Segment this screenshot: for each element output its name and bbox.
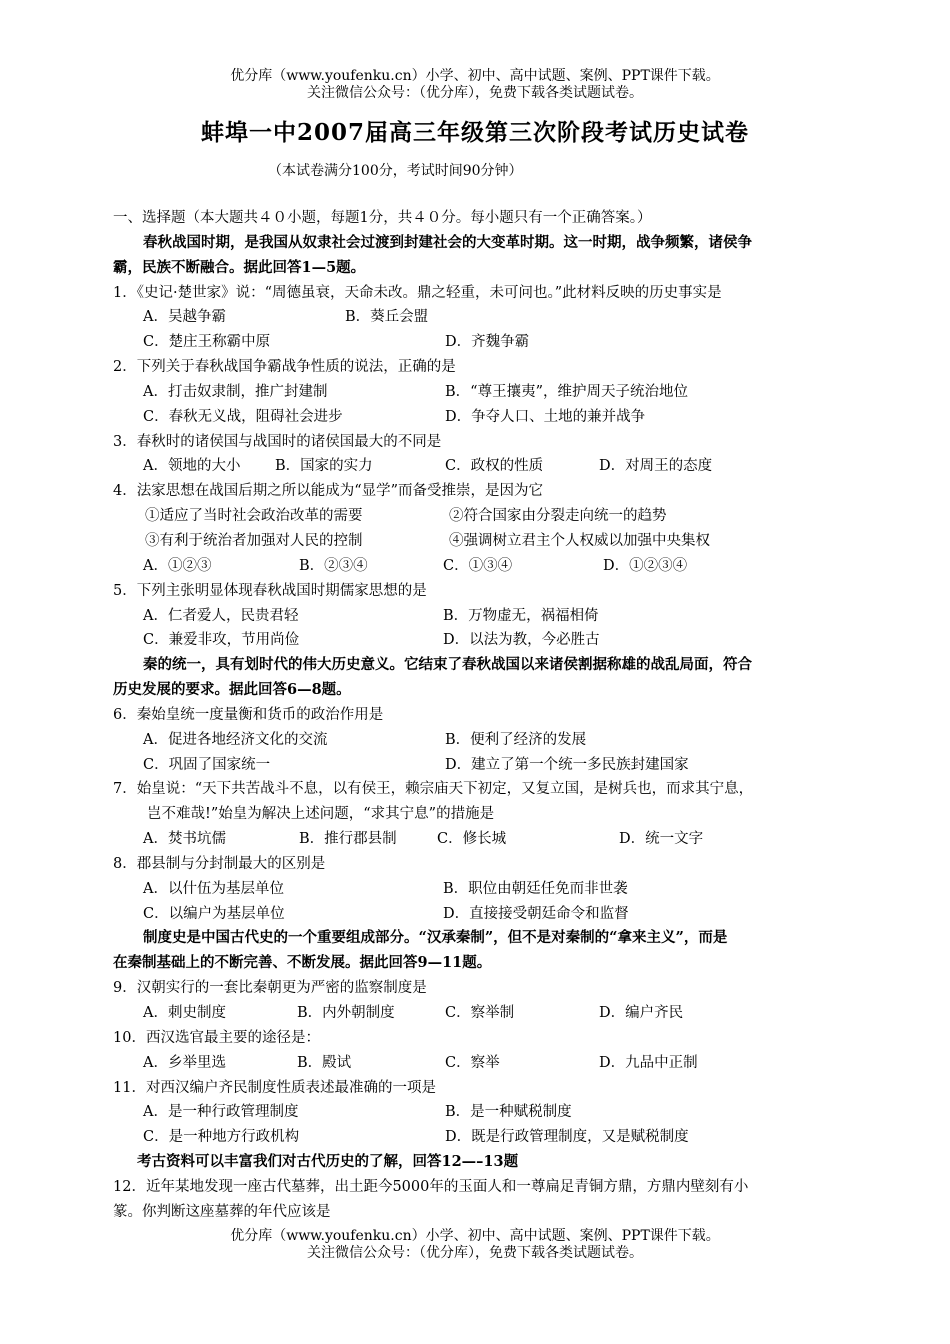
intro-paragraph: 霸，民族不断融合。据此回答1—5题。 xyxy=(113,258,366,276)
question-stem: 9．汉朝实行的一套比秦朝更为严密的监察制度是 xyxy=(113,980,427,997)
exam-content xyxy=(113,206,853,1225)
option-row xyxy=(113,628,853,653)
page-subtitle: （本试卷满分100分，考试时间90分钟） xyxy=(268,163,523,179)
option-a[interactable]: A．乡举里选 xyxy=(143,1054,226,1071)
statement-row xyxy=(113,529,853,554)
option-b[interactable]: B．葵丘会盟 xyxy=(345,309,429,326)
option-a[interactable]: A．刺史制度 xyxy=(143,1005,226,1021)
option-b[interactable]: B．是一种赋税制度 xyxy=(445,1104,572,1121)
option-c[interactable]: C．察举制 xyxy=(445,1005,515,1021)
option-row xyxy=(113,454,853,479)
question-stem: 6．秦始皇统一度量衡和货币的政治作用是 xyxy=(113,706,384,723)
option-a[interactable]: A．是一种行政管理制度 xyxy=(143,1104,299,1121)
intro-paragraph: 考古资料可以丰富我们对古代历史的了解，回答12—–13题 xyxy=(137,1153,519,1171)
option-d[interactable]: D．统一文字 xyxy=(619,831,704,848)
question-stem: 10．西汉选官最主要的途径是： xyxy=(113,1029,320,1046)
option-row xyxy=(113,305,853,330)
option-a[interactable]: A．促进各地经济文化的交流 xyxy=(143,731,328,748)
option-d[interactable]: D．直接接受朝廷命令和监督 xyxy=(443,905,629,922)
option-c[interactable]: C．修长城 xyxy=(437,831,507,848)
footer-line-2: 关注微信公众号：（优分库），免费下载各类试题试卷。 xyxy=(307,1245,643,1261)
option-d[interactable]: D．对周王的态度 xyxy=(599,458,713,475)
statement-2: ②符合国家由分裂走向统一的趋势 xyxy=(449,508,667,525)
option-row xyxy=(113,330,853,355)
intro-paragraph: 春秋战国时期，是我国从奴隶社会过渡到封建社会的大变革时期。这一时期，战争频繁，诸侯争 xyxy=(143,233,752,251)
question-stem: 1．《史记·楚世家》说：“周德虽衰，天命未改。鼎之轻重，未可问也。”此材料反映的历史事实是 xyxy=(113,284,722,301)
question-stem: 12．近年某地发现一座古代墓葬，出土距今5000年的玉面人和一尊扁足青铜方鼎，方鼎内壁刻有小 xyxy=(113,1178,749,1195)
option-d[interactable]: D．①②③④ xyxy=(603,557,688,574)
option-d[interactable]: D．争夺人口、土地的兼并战争 xyxy=(445,408,646,425)
option-row xyxy=(113,1051,853,1076)
option-b[interactable]: B．国家的实力 xyxy=(275,458,373,475)
option-d[interactable]: D．建立了第一个统一多民族封建国家 xyxy=(445,756,689,773)
option-d[interactable]: D．九品中正制 xyxy=(599,1054,698,1071)
intro-paragraph: 制度史是中国古代史的一个重要组成部分。“汉承秦制”，但不是对秦制的“拿来主义”，而是 xyxy=(143,929,728,947)
option-row xyxy=(113,604,853,629)
option-d[interactable]: D．齐魏争霸 xyxy=(445,334,530,351)
option-b[interactable]: B．万物虚无，祸福相倚 xyxy=(443,607,599,624)
question-stem: 7．始皇说：“天下共苦战斗不息，以有侯王，赖宗庙天下初定，又复立国，是树兵也，而求其宁息， xyxy=(113,781,754,798)
option-b[interactable]: B．推行郡县制 xyxy=(299,831,397,848)
question-stem: 8．郡县制与分封制最大的区别是 xyxy=(113,855,326,872)
question-stem: 11．对西汉编户齐民制度性质表述最准确的一项是 xyxy=(113,1079,436,1096)
option-c[interactable]: C．春秋无义战，阻碍社会进步 xyxy=(143,408,343,425)
option-a[interactable]: A．以什伍为基层单位 xyxy=(143,880,284,897)
option-c[interactable]: C．察举 xyxy=(445,1054,500,1071)
option-row xyxy=(113,827,853,852)
intro-paragraph: 秦的统一，具有划时代的伟大历史意义。它结束了春秋战国以来诸侯割据称雄的战乱局面，符合 xyxy=(143,656,752,674)
option-c[interactable]: C．是一种地方行政机构 xyxy=(143,1129,300,1146)
option-c[interactable]: C．①③④ xyxy=(443,557,513,574)
option-row xyxy=(113,753,853,778)
option-b[interactable]: B．②③④ xyxy=(299,557,368,574)
option-a[interactable]: A．打击奴隶制，推广封建制 xyxy=(143,383,328,400)
option-row xyxy=(113,380,853,405)
intro-paragraph: 历史发展的要求。据此回答6—8题。 xyxy=(113,681,351,699)
footer-line-1: 优分库（www.youfenku.cn）小学、初中、高中试题、案例、PPT课件下载。 xyxy=(230,1228,720,1244)
question-stem: 5．下列主张明显体现春秋战国时期儒家思想的是 xyxy=(113,582,427,599)
option-row xyxy=(113,1125,853,1150)
header-line-2: 关注微信公众号：（优分库），免费下载各类试题试卷。 xyxy=(307,85,643,101)
option-row xyxy=(113,554,853,579)
option-b[interactable]: B．“尊王攘夷”，维护周天子统治地位 xyxy=(445,383,688,400)
option-d[interactable]: D．编户齐民 xyxy=(599,1005,684,1021)
option-a[interactable]: A．吴越争霸 xyxy=(143,309,226,326)
page-title: 蚌埠一中2007届高三年级第三次阶段考试历史试卷 xyxy=(200,119,749,146)
option-row xyxy=(113,405,853,430)
option-b[interactable]: B．内外朝制度 xyxy=(297,1005,395,1021)
option-a[interactable]: A．仁者爱人，民贵君轻 xyxy=(143,607,299,624)
option-d[interactable]: D．既是行政管理制度，又是赋税制度 xyxy=(445,1129,689,1146)
option-b[interactable]: B．便利了经济的发展 xyxy=(445,731,587,748)
option-c[interactable]: C．政权的性质 xyxy=(445,458,544,475)
option-a[interactable]: A．①②③ xyxy=(143,557,212,574)
option-row xyxy=(113,728,853,753)
option-row xyxy=(113,902,853,927)
section-heading: 一、选择题（本大题共４０小题，每题1分，共４０分。每小题只有一个正确答案。） xyxy=(113,210,652,226)
question-stem: 3．春秋时的诸侯国与战国时的诸侯国最大的不同是 xyxy=(113,433,442,450)
option-c[interactable]: C．以编户为基层单位 xyxy=(143,905,285,922)
option-c[interactable]: C．兼爱非攻，节用尚俭 xyxy=(143,632,300,649)
statement-3: ③有利于统治者加强对人民的控制 xyxy=(145,532,363,549)
option-row xyxy=(113,1001,853,1026)
option-d[interactable]: D．以法为教，今必胜古 xyxy=(443,632,600,649)
intro-paragraph: 在秦制基础上的不断完善、不断发展。据此回答9—11题。 xyxy=(113,954,492,972)
question-stem-continued: 篆。你判断这座墓葬的年代应该是 xyxy=(113,1203,331,1220)
option-row xyxy=(113,1100,853,1125)
statement-1: ①适应了当时社会政治改革的需要 xyxy=(145,508,363,525)
header-line-1: 优分库（www.youfenku.cn）小学、初中、高中试题、案例、PPT课件下载。 xyxy=(230,68,720,84)
question-stem: 4．法家思想在战国后期之所以能成为“显学”而备受推崇，是因为它 xyxy=(113,483,544,500)
option-b[interactable]: B．职位由朝廷任免而非世袭 xyxy=(443,880,628,897)
option-a[interactable]: A．焚书坑儒 xyxy=(143,831,226,848)
question-stem-continued: 岂不难哉!”始皇为解决上述问题，“求其宁息”的措施是 xyxy=(147,806,495,823)
option-c[interactable]: C．巩固了国家统一 xyxy=(143,756,271,773)
option-a[interactable]: A．领地的大小 xyxy=(143,458,241,475)
statement-row xyxy=(113,504,853,529)
option-b[interactable]: B．殿试 xyxy=(297,1054,352,1071)
option-row xyxy=(113,877,853,902)
option-c[interactable]: C．楚庄王称霸中原 xyxy=(143,334,271,351)
statement-4: ④强调树立君主个人权威以加强中央集权 xyxy=(449,532,710,549)
question-stem: 2．下列关于春秋战国争霸战争性质的说法，正确的是 xyxy=(113,359,456,376)
